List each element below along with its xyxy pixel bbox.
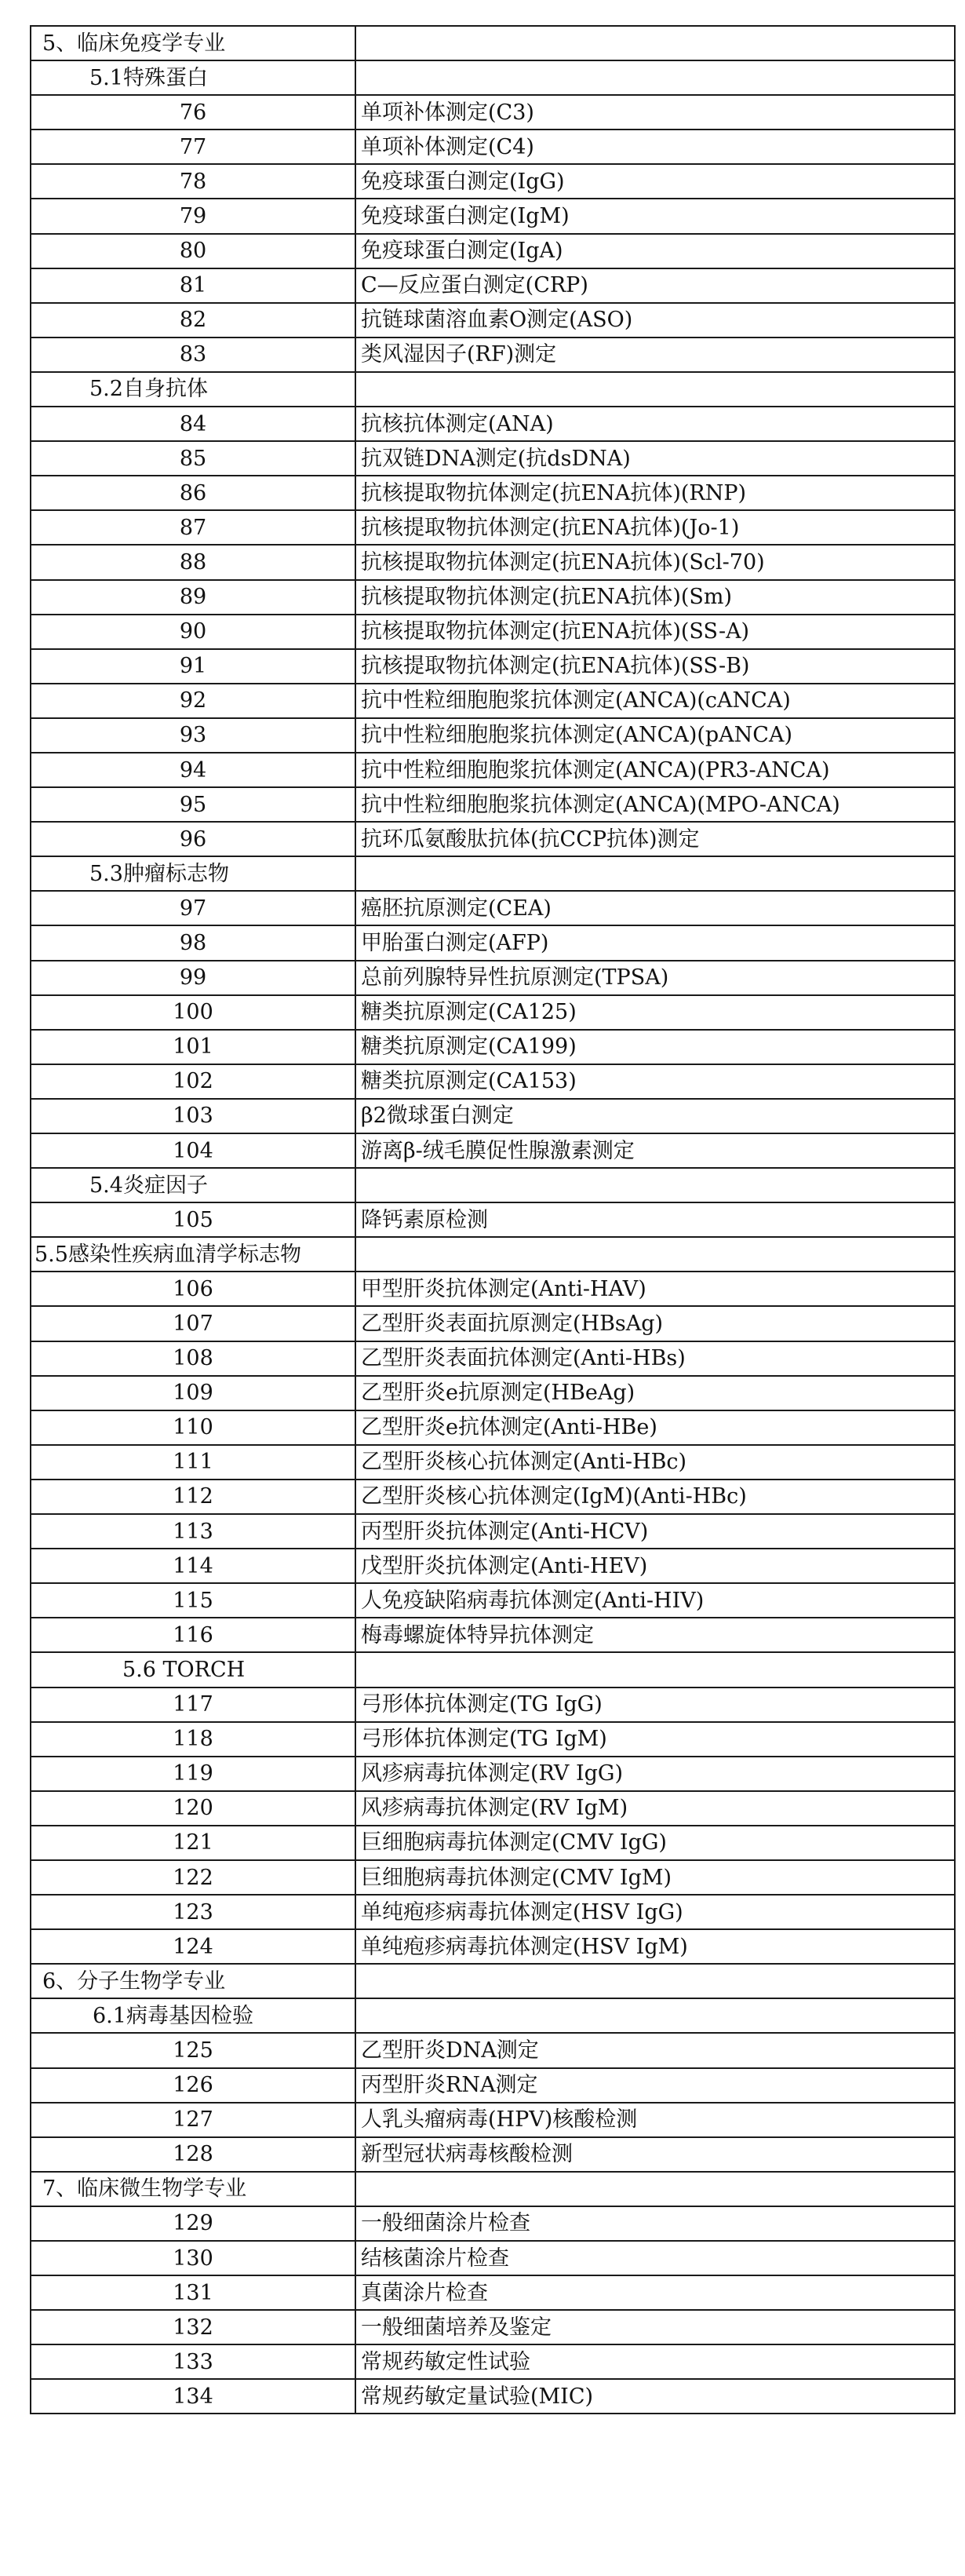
item-name: 人乳头瘤病毒(HPV)核酸检测	[355, 2103, 955, 2137]
item-number: 118	[31, 1722, 355, 1757]
table-row	[31, 1757, 955, 1791]
subsection-header-row	[31, 1168, 955, 1202]
item-number: 102	[31, 1064, 355, 1099]
subsection-header-row	[31, 1998, 955, 2033]
table-row	[31, 925, 955, 960]
item-number: 133	[31, 2344, 355, 2379]
table-row	[31, 338, 955, 372]
subsection-header-row	[31, 1237, 955, 1272]
subsection-heading: 5.5感染性疾病血清学标志物	[31, 1237, 355, 1272]
item-number: 116	[31, 1618, 355, 1652]
table-row	[31, 1895, 955, 1929]
item-number: 126	[31, 2068, 355, 2103]
table-body	[31, 26, 955, 2414]
subsection-heading: 5.1特殊蛋白	[31, 60, 355, 95]
item-name: 巨细胞病毒抗体测定(CMV IgG)	[355, 1826, 955, 1860]
item-number: 128	[31, 2137, 355, 2172]
item-number: 134	[31, 2379, 355, 2414]
item-name: 游离β-绒毛膜促性腺激素测定	[355, 1133, 955, 1168]
table-row	[31, 1445, 955, 1480]
item-number: 123	[31, 1895, 355, 1929]
table-row	[31, 1480, 955, 1514]
table-row	[31, 1860, 955, 1895]
item-number: 125	[31, 2033, 355, 2067]
table-row	[31, 303, 955, 338]
item-name: 总前列腺特异性抗原测定(TPSA)	[355, 961, 955, 995]
item-number: 108	[31, 1341, 355, 1376]
item-name: 乙型肝炎DNA测定	[355, 2033, 955, 2067]
item-name: 乙型肝炎e抗原测定(HBeAg)	[355, 1376, 955, 1410]
item-name: 抗核提取物抗体测定(抗ENA抗体)(Scl-70)	[355, 545, 955, 579]
table-row	[31, 1791, 955, 1826]
item-number: 98	[31, 925, 355, 960]
item-name: 单纯疱疹病毒抗体测定(HSV IgG)	[355, 1895, 955, 1929]
item-number: 109	[31, 1376, 355, 1410]
item-number: 90	[31, 615, 355, 649]
item-name: 一般细菌培养及鉴定	[355, 2310, 955, 2344]
item-name: 新型冠状病毒核酸检测	[355, 2137, 955, 2172]
item-number: 121	[31, 1826, 355, 1860]
item-name: 常规药敏定量试验(MIC)	[355, 2379, 955, 2414]
document-page	[30, 25, 943, 2414]
item-name: 弓形体抗体测定(TG IgM)	[355, 1722, 955, 1757]
item-name: 巨细胞病毒抗体测定(CMV IgM)	[355, 1860, 955, 1895]
subsection-header-row	[31, 60, 955, 95]
table-row	[31, 1514, 955, 1549]
item-name: 抗中性粒细胞胞浆抗体测定(ANCA)(pANCA)	[355, 718, 955, 753]
item-name: 抗核提取物抗体测定(抗ENA抗体)(Sm)	[355, 580, 955, 615]
item-number: 107	[31, 1306, 355, 1341]
table-row	[31, 2137, 955, 2172]
table-row	[31, 199, 955, 233]
table-row	[31, 718, 955, 753]
item-name: 抗中性粒细胞胞浆抗体测定(ANCA)(cANCA)	[355, 684, 955, 718]
subsection-heading: 5.3肿瘤标志物	[31, 856, 355, 891]
subsection-heading: 5.4炎症因子	[31, 1168, 355, 1202]
item-name: 免疫球蛋白测定(IgA)	[355, 234, 955, 268]
table-row	[31, 441, 955, 476]
item-number: 87	[31, 510, 355, 545]
table-row	[31, 1410, 955, 1445]
table-row	[31, 1583, 955, 1618]
item-number: 82	[31, 303, 355, 338]
empty-cell	[355, 1964, 955, 1998]
item-name: 抗中性粒细胞胞浆抗体测定(ANCA)(PR3-ANCA)	[355, 753, 955, 787]
item-number: 130	[31, 2241, 355, 2275]
table-row	[31, 510, 955, 545]
table-row	[31, 476, 955, 510]
item-number: 103	[31, 1099, 355, 1133]
item-name: 乙型肝炎核心抗体测定(IgM)(Anti-HBc)	[355, 1480, 955, 1514]
table-row	[31, 1272, 955, 1306]
item-name: C—反应蛋白测定(CRP)	[355, 268, 955, 303]
table-row	[31, 1376, 955, 1410]
item-number: 80	[31, 234, 355, 268]
empty-cell	[355, 60, 955, 95]
item-number: 100	[31, 995, 355, 1030]
table-row	[31, 787, 955, 822]
empty-cell	[355, 26, 955, 60]
section-heading: 7、临床微生物学专业	[31, 2172, 355, 2206]
item-number: 81	[31, 268, 355, 303]
item-name: 乙型肝炎核心抗体测定(Anti-HBc)	[355, 1445, 955, 1480]
item-name: 风疹病毒抗体测定(RV IgG)	[355, 1757, 955, 1791]
table-row	[31, 2241, 955, 2275]
item-number: 97	[31, 891, 355, 925]
table-row	[31, 268, 955, 303]
table-row	[31, 615, 955, 649]
item-name: 免疫球蛋白测定(IgM)	[355, 199, 955, 233]
table-row	[31, 961, 955, 995]
table-row	[31, 684, 955, 718]
item-number: 78	[31, 164, 355, 199]
item-name: 癌胚抗原测定(CEA)	[355, 891, 955, 925]
item-number: 93	[31, 718, 355, 753]
item-name: 甲胎蛋白测定(AFP)	[355, 925, 955, 960]
item-number: 99	[31, 961, 355, 995]
item-number: 111	[31, 1445, 355, 1480]
section-heading: 5、临床免疫学专业	[31, 26, 355, 60]
item-name: 一般细菌涂片检查	[355, 2206, 955, 2241]
empty-cell	[355, 1998, 955, 2033]
item-number: 119	[31, 1757, 355, 1791]
item-name: 降钙素原检测	[355, 1202, 955, 1237]
empty-cell	[355, 856, 955, 891]
item-name: 糖类抗原测定(CA125)	[355, 995, 955, 1030]
subsection-heading: 6.1病毒基因检验	[31, 1998, 355, 2033]
item-number: 91	[31, 649, 355, 684]
item-name: 抗核提取物抗体测定(抗ENA抗体)(SS-A)	[355, 615, 955, 649]
item-name: 抗双链DNA测定(抗dsDNA)	[355, 441, 955, 476]
item-name: 糖类抗原测定(CA153)	[355, 1064, 955, 1099]
table-row	[31, 234, 955, 268]
item-name: 乙型肝炎e抗体测定(Anti-HBe)	[355, 1410, 955, 1445]
subsection-header-row	[31, 856, 955, 891]
table-row	[31, 1099, 955, 1133]
item-name: 真菌涂片检查	[355, 2275, 955, 2310]
item-name: 抗链球菌溶血素O测定(ASO)	[355, 303, 955, 338]
item-number: 110	[31, 1410, 355, 1445]
table-row	[31, 1929, 955, 1964]
item-name: 人免疫缺陷病毒抗体测定(Anti-HIV)	[355, 1583, 955, 1618]
item-number: 131	[31, 2275, 355, 2310]
item-name: 抗中性粒细胞胞浆抗体测定(ANCA)(MPO-ANCA)	[355, 787, 955, 822]
item-name: 乙型肝炎表面抗体测定(Anti-HBs)	[355, 1341, 955, 1376]
table-row	[31, 2275, 955, 2310]
item-name: 丙型肝炎抗体测定(Anti-HCV)	[355, 1514, 955, 1549]
item-name: 免疫球蛋白测定(IgG)	[355, 164, 955, 199]
item-number: 117	[31, 1688, 355, 1722]
item-name: 单项补体测定(C3)	[355, 95, 955, 130]
item-name: 抗环瓜氨酸肽抗体(抗CCP抗体)测定	[355, 822, 955, 856]
table-row	[31, 822, 955, 856]
item-number: 127	[31, 2103, 355, 2137]
item-number: 92	[31, 684, 355, 718]
section-header-row	[31, 2172, 955, 2206]
table-row	[31, 1826, 955, 1860]
item-name: 抗核抗体测定(ANA)	[355, 407, 955, 441]
table-row	[31, 1064, 955, 1099]
item-name: 结核菌涂片检查	[355, 2241, 955, 2275]
table-row	[31, 545, 955, 579]
item-number: 122	[31, 1860, 355, 1895]
item-number: 104	[31, 1133, 355, 1168]
table-row	[31, 753, 955, 787]
table-row	[31, 2206, 955, 2241]
item-number: 114	[31, 1549, 355, 1583]
table-row	[31, 2103, 955, 2137]
item-number: 112	[31, 1480, 355, 1514]
empty-cell	[355, 1168, 955, 1202]
item-number: 89	[31, 580, 355, 615]
table-row	[31, 1306, 955, 1341]
table-row	[31, 891, 955, 925]
item-name: 类风湿因子(RF)测定	[355, 338, 955, 372]
item-name: 抗核提取物抗体测定(抗ENA抗体)(Jo-1)	[355, 510, 955, 545]
item-number: 105	[31, 1202, 355, 1237]
item-number: 132	[31, 2310, 355, 2344]
empty-cell	[355, 1652, 955, 1687]
table-row	[31, 2379, 955, 2414]
empty-cell	[355, 1237, 955, 1272]
item-name: β2微球蛋白测定	[355, 1099, 955, 1133]
item-number: 113	[31, 1514, 355, 1549]
item-number: 96	[31, 822, 355, 856]
table-row	[31, 2310, 955, 2344]
item-number: 76	[31, 95, 355, 130]
subsection-heading: 5.6 TORCH	[31, 1652, 355, 1687]
item-number: 124	[31, 1929, 355, 1964]
table-row	[31, 164, 955, 199]
empty-cell	[355, 372, 955, 407]
item-name: 常规药敏定性试验	[355, 2344, 955, 2379]
subsection-header-row	[31, 1652, 955, 1687]
item-name: 风疹病毒抗体测定(RV IgM)	[355, 1791, 955, 1826]
table-row	[31, 130, 955, 164]
test-items-table	[30, 25, 956, 2414]
item-name: 弓形体抗体测定(TG IgG)	[355, 1688, 955, 1722]
table-row	[31, 649, 955, 684]
item-number: 85	[31, 441, 355, 476]
item-number: 120	[31, 1791, 355, 1826]
item-name: 单项补体测定(C4)	[355, 130, 955, 164]
item-name: 梅毒螺旋体特异抗体测定	[355, 1618, 955, 1652]
item-name: 抗核提取物抗体测定(抗ENA抗体)(SS-B)	[355, 649, 955, 684]
item-name: 抗核提取物抗体测定(抗ENA抗体)(RNP)	[355, 476, 955, 510]
item-name: 乙型肝炎表面抗原测定(HBsAg)	[355, 1306, 955, 1341]
item-number: 77	[31, 130, 355, 164]
item-name: 甲型肝炎抗体测定(Anti-HAV)	[355, 1272, 955, 1306]
table-row	[31, 1133, 955, 1168]
item-number: 129	[31, 2206, 355, 2241]
table-row	[31, 995, 955, 1030]
item-name: 单纯疱疹病毒抗体测定(HSV IgM)	[355, 1929, 955, 1964]
item-number: 106	[31, 1272, 355, 1306]
table-row	[31, 1618, 955, 1652]
table-row	[31, 407, 955, 441]
item-number: 101	[31, 1030, 355, 1064]
table-row	[31, 1341, 955, 1376]
section-header-row	[31, 1964, 955, 1998]
item-name: 戊型肝炎抗体测定(Anti-HEV)	[355, 1549, 955, 1583]
item-number: 95	[31, 787, 355, 822]
item-number: 94	[31, 753, 355, 787]
section-header-row	[31, 26, 955, 60]
item-number: 86	[31, 476, 355, 510]
item-name: 糖类抗原测定(CA199)	[355, 1030, 955, 1064]
item-number: 84	[31, 407, 355, 441]
subsection-header-row	[31, 372, 955, 407]
table-row	[31, 1549, 955, 1583]
item-number: 115	[31, 1583, 355, 1618]
item-number: 88	[31, 545, 355, 579]
table-row	[31, 1722, 955, 1757]
item-name: 丙型肝炎RNA测定	[355, 2068, 955, 2103]
table-row	[31, 2068, 955, 2103]
table-row	[31, 2344, 955, 2379]
table-row	[31, 95, 955, 130]
table-row	[31, 1688, 955, 1722]
empty-cell	[355, 2172, 955, 2206]
table-row	[31, 1030, 955, 1064]
table-row	[31, 2033, 955, 2067]
table-row	[31, 580, 955, 615]
section-heading: 6、分子生物学专业	[31, 1964, 355, 1998]
item-number: 83	[31, 338, 355, 372]
item-number: 79	[31, 199, 355, 233]
subsection-heading: 5.2自身抗体	[31, 372, 355, 407]
table-row	[31, 1202, 955, 1237]
